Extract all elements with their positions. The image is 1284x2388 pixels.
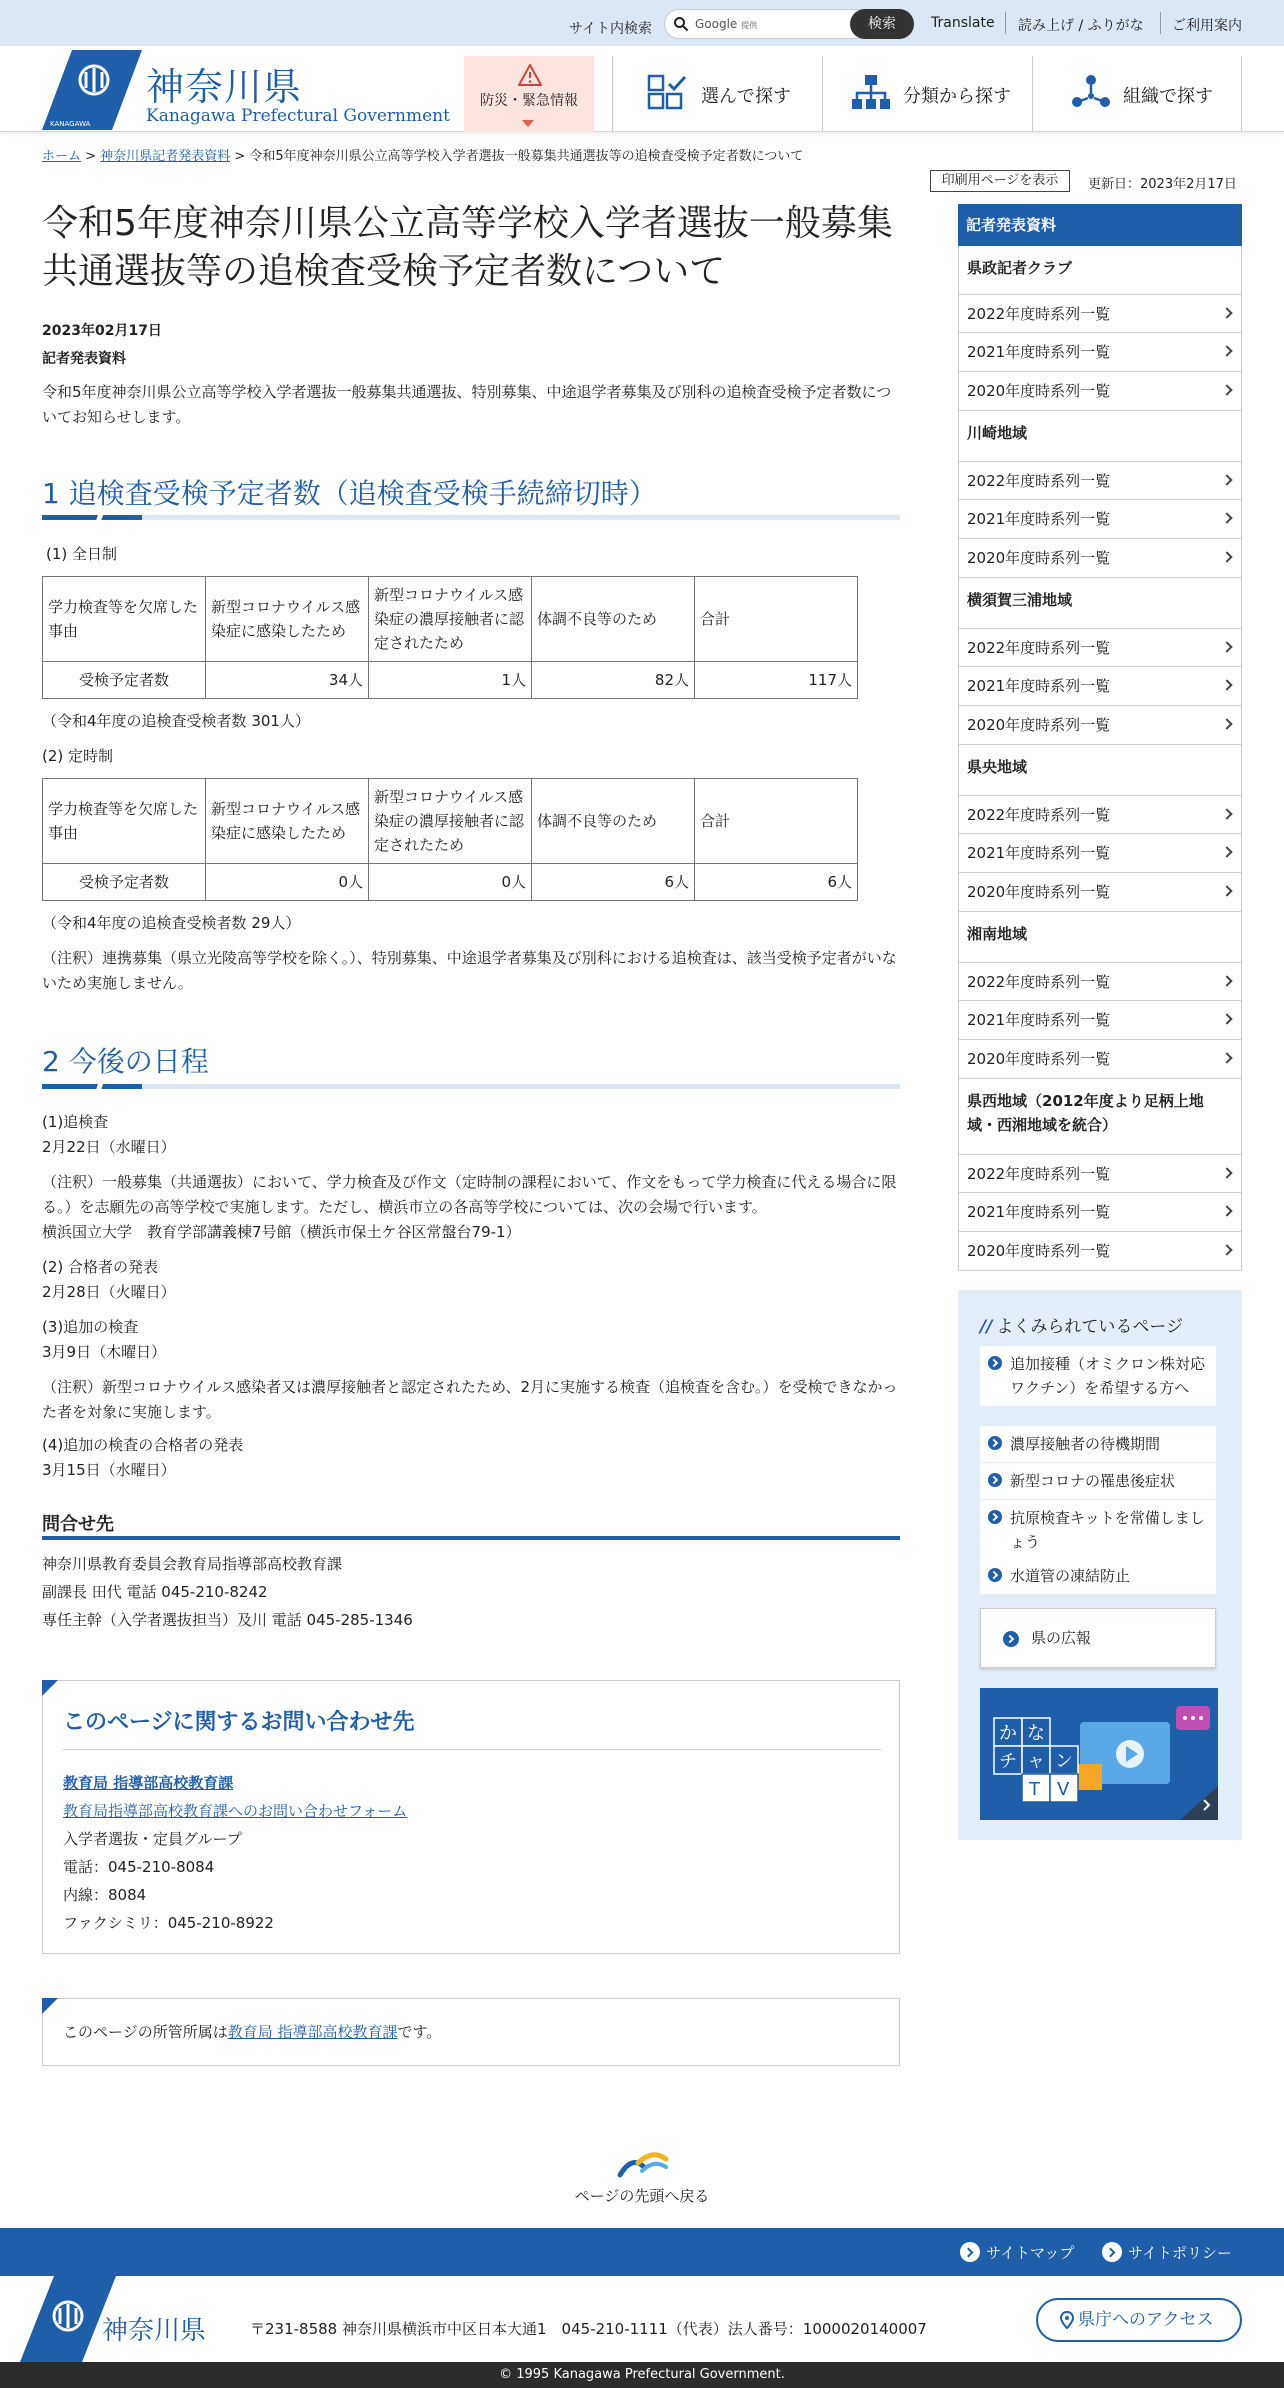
utility-bar xyxy=(0,0,1284,46)
sidebar-heading[interactable]: 記者発表資料 xyxy=(958,204,1242,246)
search-icon xyxy=(673,16,689,32)
svg-text:チ: チ xyxy=(999,1751,1017,1772)
sidebar-item[interactable]: 2021年度時系列一覧 xyxy=(958,1193,1242,1232)
chevron-right-icon xyxy=(1221,1167,1232,1178)
prefecture-pr-button[interactable]: 県の広報 xyxy=(980,1608,1216,1668)
arrow-circle-icon xyxy=(988,1473,1002,1487)
chevron-right-icon xyxy=(1221,551,1232,562)
inquiry-title: このページに関するお問い合わせ先 xyxy=(63,1710,415,1735)
schedule-2: (2) 合格者の発表 2月28日（火曜日） xyxy=(42,1258,176,1301)
svg-text:T: T xyxy=(1029,1779,1040,1800)
divider xyxy=(1160,12,1161,34)
svg-text:か: か xyxy=(999,1723,1017,1744)
footer-address: 〒231-8588 神奈川県横浜市中区日本大通1 045-210-1111（代表）法人番号：1000020140007 xyxy=(250,2320,927,2338)
arrow-circle-icon xyxy=(988,1356,1002,1370)
svg-text:な: な xyxy=(1027,1723,1045,1744)
popular-item[interactable]: 抗原検査キットを常備しましょう xyxy=(980,1500,1216,1561)
schedule-4: (4)追加の検査の合格者の発表 3月15日（水曜日） xyxy=(42,1436,244,1479)
contact-underline xyxy=(42,1536,900,1540)
table-header: 体調不良等のため xyxy=(532,577,695,662)
sidebar-group[interactable]: 県西地域（2012年度より足柄上地域・西湘地域を統合） xyxy=(958,1079,1242,1154)
table-header: 新型コロナウイルス感染症の濃厚接触者に認定されたため xyxy=(369,577,532,662)
popular-title: // よくみられているページ xyxy=(980,1317,1184,1337)
main-content xyxy=(42,200,900,430)
chevron-right-icon xyxy=(1221,846,1232,857)
chevron-right-icon xyxy=(1221,474,1232,485)
table-header: 新型コロナウイルス感染症の濃厚接触者に認定されたため xyxy=(369,779,532,864)
chevron-right-icon xyxy=(1221,641,1232,652)
chevron-right-icon xyxy=(1221,512,1232,523)
parttime-table xyxy=(42,778,858,901)
table-cell: 117人 xyxy=(695,662,858,699)
sidebar-item[interactable]: 2021年度時系列一覧 xyxy=(958,500,1242,539)
sidebar-item[interactable]: 2020年度時系列一覧 xyxy=(958,372,1242,411)
sidebar-item[interactable]: 2020年度時系列一覧 xyxy=(958,539,1242,578)
inquiry-fax: ファクシミリ：045-210-8922 xyxy=(63,1914,274,1932)
schedule-3: (3)追加の検査 3月9日（木曜日） （注釈）新型コロナウイルス感染者又は濃厚接触者と認定されたため、2月に実施する検査（追検査を含む。）を受検できなかった者を対象に実施します。 xyxy=(42,1318,898,1421)
heading-underline xyxy=(42,1084,900,1089)
popular-item[interactable]: 濃厚接触者の待機期間 xyxy=(980,1426,1216,1463)
svg-text:ャ: ャ xyxy=(1027,1751,1045,1772)
sidebar-group[interactable]: 川崎地域 xyxy=(958,411,1242,461)
page-top-link[interactable]: ページの先頭へ戻る xyxy=(560,2145,724,2206)
parttime-label: (2) 定時制 xyxy=(42,747,114,765)
chevron-right-icon xyxy=(1221,307,1232,318)
chevron-down-icon xyxy=(522,120,534,127)
sidebar-item[interactable]: 2020年度時系列一覧 xyxy=(958,1232,1242,1271)
sidebar-group[interactable]: 湘南地域 xyxy=(958,912,1242,962)
popular-item[interactable]: 新型コロナの罹患後症状 xyxy=(980,1463,1216,1500)
owner-box: このページの所管所属は教育局 指導部高校教育課です。 xyxy=(42,1998,900,2066)
print-page-button[interactable]: 印刷用ページを表示 xyxy=(930,170,1070,192)
sidebar-item[interactable]: 2020年度時系列一覧 xyxy=(958,873,1242,912)
site-policy-link[interactable]: サイトポリシー xyxy=(1102,2242,1232,2263)
svg-text:KANAGAWA: KANAGAWA xyxy=(50,120,91,128)
page-title: 令和5年度神奈川県公立高等学校入学者選抜一般募集共通選抜等の追検査受検予定者数について xyxy=(42,203,893,292)
chevron-right-icon xyxy=(1221,1013,1232,1024)
organization-icon xyxy=(1071,74,1111,110)
fulltime-label: (1) 全日制 xyxy=(46,545,118,563)
sidebar-item[interactable]: 2021年度時系列一覧 xyxy=(958,1001,1242,1040)
chevron-right-icon xyxy=(1221,384,1232,395)
table-header: 学力検査等を欠席した事由 xyxy=(43,577,206,662)
arrow-circle-icon xyxy=(988,1436,1002,1450)
guide-link[interactable]: ご利用案内 xyxy=(1172,18,1242,34)
back-to-top-icon xyxy=(612,2145,672,2181)
access-button[interactable]: 県庁へのアクセス xyxy=(1036,2298,1242,2342)
chevron-right-icon xyxy=(1221,975,1232,986)
logo-title[interactable]: 神奈川県 xyxy=(146,65,303,109)
chevron-right-icon xyxy=(1221,808,1232,819)
table-header-row xyxy=(43,577,858,662)
table-row xyxy=(43,864,858,901)
warning-icon xyxy=(518,64,542,86)
category-tree-icon xyxy=(851,74,891,110)
nav-organization[interactable] xyxy=(1032,56,1242,132)
inquiry-form-link[interactable]: 教育局指導部高校教育課へのお問い合わせフォーム xyxy=(63,1802,408,1820)
schedule-1: (1)追検査 2月22日（水曜日） （注釈）一般募集（共通選抜）において、学力検査及び作文（定時制の課程において、作文をもって学力検査に代える場合に限る。）を志願先の高等学校で実施します。ただし、横浜市立の各高等学校については、次の会場で行います。 横浜国立大学 教育学部講義棟7号館（横浜市保土ケ谷区常盤台79-1） xyxy=(42,1113,897,1241)
inquiry-box xyxy=(42,1680,900,1954)
table-header: 新型コロナウイルス感染症に感染したため xyxy=(206,779,369,864)
chevron-right-icon xyxy=(1221,718,1232,729)
contact-info: 神奈川県教育委員会教育局指導部高校教育課 副課長 田代 電話 045-210-8242 専任主幹（入学者選抜担当）及川 電話 045-285-1346 xyxy=(42,1555,413,1629)
copyright: © 1995 Kanagawa Prefectural Government. xyxy=(0,2362,1284,2388)
sidebar-item[interactable]: 2021年度時系列一覧 xyxy=(958,333,1242,372)
breadcrumb-press-releases[interactable]: 神奈川県記者発表資料 xyxy=(100,149,231,164)
popular-item[interactable]: 水道管の凍結防止 xyxy=(980,1558,1216,1595)
sidebar-item[interactable]: 2022年度時系列一覧 xyxy=(958,795,1242,834)
table-cell: 6人 xyxy=(695,864,858,901)
chevron-right-icon xyxy=(1221,1052,1232,1063)
map-pin-icon xyxy=(1060,2311,1074,2329)
contact-heading: 問合せ先 xyxy=(42,1514,114,1535)
table-cell: 0人 xyxy=(206,864,369,901)
emergency-label: 防災・緊急情報 xyxy=(480,93,578,109)
table-cell: 82人 xyxy=(532,662,695,699)
arrow-circle-icon xyxy=(988,1510,1002,1524)
sidebar-item[interactable]: 2022年度時系列一覧 xyxy=(958,461,1242,500)
fulltime-table xyxy=(42,576,858,699)
sidebar-group[interactable]: 県政記者クラブ xyxy=(958,246,1242,294)
nav-category[interactable] xyxy=(822,56,1032,132)
section-heading-1: 1 追検査受検予定者数（追検査受検手続締切時） xyxy=(42,477,657,510)
table-header: 体調不良等のため xyxy=(532,779,695,864)
svg-text:ン: ン xyxy=(1055,1751,1073,1772)
inquiry-group: 入学者選抜・定員グループ xyxy=(63,1830,242,1848)
arrow-circle-icon xyxy=(1102,2242,1122,2262)
site-search-label: サイト内検索 xyxy=(569,21,653,37)
inquiry-tel: 電話：045-210-8084 xyxy=(63,1858,215,1876)
table-cell: 1人 xyxy=(369,662,532,699)
intro-text: 令和5年度神奈川県公立高等学校入学者選抜一般募集共通選抜、特別募集、中途退学者募集及び別科の追検査受検予定者数についてお知らせします。 xyxy=(42,383,892,426)
table-header: 合計 xyxy=(695,577,858,662)
owner-dept-link[interactable]: 教育局 指導部高校教育課 xyxy=(227,2023,398,2041)
svg-text:V: V xyxy=(1057,1779,1070,1800)
updated-date: 更新日：2023年2月17日 xyxy=(1088,177,1237,192)
select-grid-icon xyxy=(647,74,687,110)
logo-subtitle[interactable]: Kanagawa Prefectural Government xyxy=(146,106,450,126)
sidebar-item[interactable]: 2020年度時系列一覧 xyxy=(958,1040,1242,1079)
chevron-right-icon xyxy=(1221,885,1232,896)
nav-choose-label: 選んで探す xyxy=(701,86,791,107)
footer-links-bar xyxy=(0,2228,1284,2276)
kanagawa-logo-icon[interactable] xyxy=(42,50,142,130)
nav-organization-label: 組織で探す xyxy=(1123,86,1213,107)
table-cell: 6人 xyxy=(532,864,695,901)
fulltime-prev-year: （令和4年度の追検査受検者数 301人） xyxy=(42,712,310,730)
nav-category-label: 分類から探す xyxy=(903,86,1011,107)
arrow-circle-icon xyxy=(960,2242,980,2262)
sidebar-item[interactable]: 2022年度時系列一覧 xyxy=(958,294,1242,333)
arrow-circle-icon xyxy=(1003,1631,1019,1647)
emergency-info-button[interactable] xyxy=(464,56,594,132)
heading-underline xyxy=(42,515,900,520)
arrow-circle-icon xyxy=(988,1568,1002,1582)
table-header: 新型コロナウイルス感染症に感染したため xyxy=(206,577,369,662)
sidebar-group[interactable]: 横須賀三浦地域 xyxy=(958,578,1242,628)
sitemap-link[interactable]: サイトマップ xyxy=(960,2242,1074,2263)
popular-pages-panel xyxy=(958,1290,1242,1840)
note-1: （注釈）連携募集（県立光陵高等学校を除く。）、特別募集、中途退学者募集及び別科における追検査は、該当受検予定者がいないため実施しません。 xyxy=(42,949,897,992)
furigana-link[interactable]: 読み上げ / ふりがな xyxy=(1018,18,1144,34)
sidebar-item[interactable]: 2021年度時系列一覧 xyxy=(958,667,1242,706)
publish-kind: 記者発表資料 xyxy=(42,351,126,367)
breadcrumb-current: 令和5年度神奈川県公立高等学校入学者選抜一般募集共通選抜等の追検査受検予定者数について xyxy=(249,149,804,164)
breadcrumb: ホーム > 神奈川県記者発表資料 > 令和5年度神奈川県公立高等学校入学者選抜一般募集共通選抜等の追検査受検予定者数について xyxy=(42,149,804,164)
table-row-header: 受検予定者数 xyxy=(43,662,206,699)
table-cell: 0人 xyxy=(369,864,532,901)
section-heading-2: 2 今後の日程 xyxy=(42,1045,209,1078)
nav-choose[interactable] xyxy=(612,56,822,132)
sidebar-item[interactable]: 2022年度時系列一覧 xyxy=(958,962,1242,1001)
google-provider: Google 提供 xyxy=(695,17,758,31)
inquiry-dept-link[interactable]: 教育局 指導部高校教育課 xyxy=(63,1774,234,1792)
chevron-right-icon xyxy=(1221,345,1232,356)
publish-date: 2023年02月17日 xyxy=(42,323,162,339)
translate-link[interactable]: Translate xyxy=(931,15,995,31)
chevron-right-icon xyxy=(1221,1205,1232,1216)
sidebar-group[interactable]: 県央地域 xyxy=(958,745,1242,795)
inquiry-ext: 内線：8084 xyxy=(63,1886,147,1904)
table-header: 学力検査等を欠席した事由 xyxy=(43,779,206,864)
table-header-row xyxy=(43,779,858,864)
table-row xyxy=(43,662,858,699)
sidebar-item[interactable]: 2022年度時系列一覧 xyxy=(958,1154,1242,1193)
footer-logo-text[interactable]: 神奈川県 xyxy=(102,2316,207,2346)
kana-channel-tv-banner[interactable] xyxy=(980,1688,1218,1820)
table-row-header: 受検予定者数 xyxy=(43,864,206,901)
sidebar-item[interactable]: 2020年度時系列一覧 xyxy=(958,706,1242,745)
sidebar-item[interactable]: 2022年度時系列一覧 xyxy=(958,628,1242,667)
breadcrumb-home[interactable]: ホーム xyxy=(42,149,82,164)
table-cell: 34人 xyxy=(206,662,369,699)
search-button[interactable]: 検索 xyxy=(850,9,914,39)
divider xyxy=(1005,12,1006,34)
popular-item[interactable]: 追加接種（オミクロン株対応ワクチン）を希望する方へ xyxy=(980,1346,1216,1407)
sidebar-item[interactable]: 2021年度時系列一覧 xyxy=(958,834,1242,873)
table-header: 合計 xyxy=(695,779,858,864)
parttime-prev-year: （令和4年度の追検査受検者数 29人） xyxy=(42,914,301,932)
chevron-right-icon xyxy=(1221,1244,1232,1255)
chevron-right-icon xyxy=(1221,679,1232,690)
